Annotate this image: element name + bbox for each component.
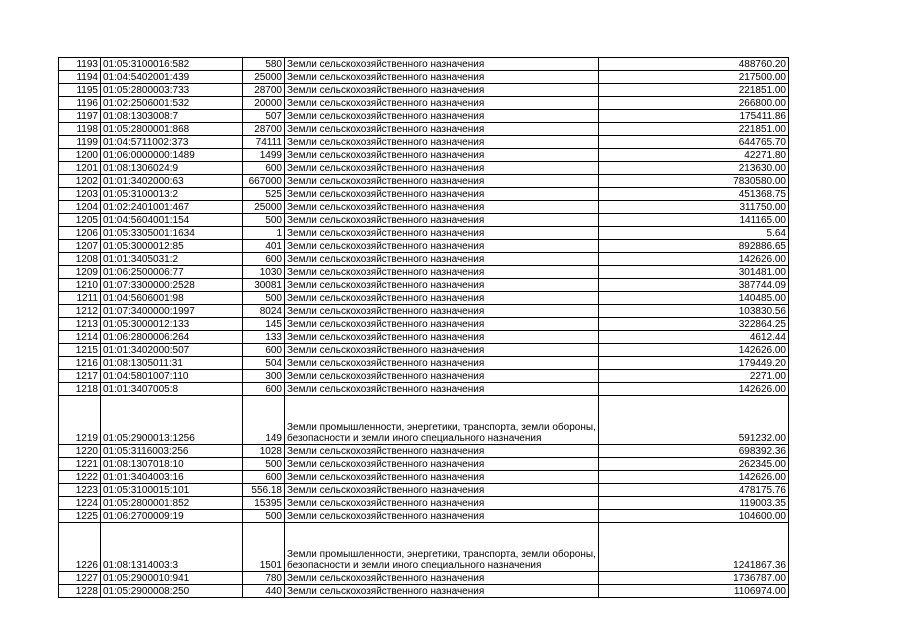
land-category-cell: Земли сельскохозяйственного назначения xyxy=(285,344,599,357)
area-cell: 28700 xyxy=(243,84,285,97)
area-cell: 600 xyxy=(243,162,285,175)
table-row xyxy=(59,149,789,162)
table-row xyxy=(59,484,789,497)
table-row xyxy=(59,201,789,214)
cadastral-value-cell: 221851.00 xyxy=(599,123,789,136)
area-cell: 8024 xyxy=(243,305,285,318)
land-category-cell: Земли сельскохозяйственного назначения xyxy=(285,162,599,175)
cadastral-value-cell: 387744.09 xyxy=(599,279,789,292)
land-category-cell: Земли сельскохозяйственного назначения xyxy=(285,188,599,201)
cadastral-value-cell: 698392.36 xyxy=(599,445,789,458)
row-number-cell: 1222 xyxy=(59,471,101,484)
area-cell: 440 xyxy=(243,585,285,598)
land-category-cell: Земли промышленности, энергетики, транспорта, земли обороны, безопасности и земли иного специального назначения xyxy=(285,396,599,445)
cadastral-number-cell: 01:05:3305001:1634 xyxy=(101,227,243,240)
cadastral-number-cell: 01:06:0000000:1489 xyxy=(101,149,243,162)
row-number-cell: 1216 xyxy=(59,357,101,370)
cadastral-value-cell: 1106974.00 xyxy=(599,585,789,598)
area-cell: 28700 xyxy=(243,123,285,136)
row-number-cell: 1225 xyxy=(59,510,101,523)
cadastral-number-cell: 01:04:5402001:439 xyxy=(101,71,243,84)
row-number-cell: 1198 xyxy=(59,123,101,136)
cadastral-value-cell: 4612.44 xyxy=(599,331,789,344)
land-category-cell: Земли сельскохозяйственного назначения xyxy=(285,318,599,331)
cadastral-value-cell: 5.64 xyxy=(599,227,789,240)
table-row xyxy=(59,370,789,383)
land-category-cell: Земли сельскохозяйственного назначения xyxy=(285,136,599,149)
table-row xyxy=(59,84,789,97)
land-category-cell: Земли сельскохозяйственного назначения xyxy=(285,58,599,71)
land-category-cell: Земли сельскохозяйственного назначения xyxy=(285,357,599,370)
area-cell: 30081 xyxy=(243,279,285,292)
cadastral-number-cell: 01:05:2900013:1256 xyxy=(101,396,243,445)
table-row xyxy=(59,292,789,305)
table-body xyxy=(59,58,789,598)
cadastral-value-cell: 2271.00 xyxy=(599,370,789,383)
area-cell: 74111 xyxy=(243,136,285,149)
cadastral-value-cell: 892886.65 xyxy=(599,240,789,253)
land-category-cell: Земли сельскохозяйственного назначения xyxy=(285,305,599,318)
cadastral-number-cell: 01:08:1306024:9 xyxy=(101,162,243,175)
table-row xyxy=(59,279,789,292)
cadastral-number-cell: 01:06:2800006:264 xyxy=(101,331,243,344)
cadastral-value-cell: 451368.75 xyxy=(599,188,789,201)
table-row xyxy=(59,523,789,572)
row-number-cell: 1202 xyxy=(59,175,101,188)
cadastral-value-cell: 103830.56 xyxy=(599,305,789,318)
cadastral-number-cell: 01:05:3100015:101 xyxy=(101,484,243,497)
area-cell: 525 xyxy=(243,188,285,201)
table-row xyxy=(59,471,789,484)
cadastral-number-cell: 01:04:5606001:98 xyxy=(101,292,243,305)
area-cell: 600 xyxy=(243,383,285,396)
row-number-cell: 1201 xyxy=(59,162,101,175)
table-row xyxy=(59,188,789,201)
table-row xyxy=(59,253,789,266)
land-category-cell: Земли сельскохозяйственного назначения xyxy=(285,240,599,253)
area-cell: 500 xyxy=(243,510,285,523)
land-category-cell: Земли сельскохозяйственного назначения xyxy=(285,84,599,97)
row-number-cell: 1199 xyxy=(59,136,101,149)
row-number-cell: 1209 xyxy=(59,266,101,279)
area-cell: 145 xyxy=(243,318,285,331)
land-category-cell: Земли сельскохозяйственного назначения xyxy=(285,97,599,110)
cadastral-number-cell: 01:05:2900008:250 xyxy=(101,585,243,598)
land-category-cell: Земли сельскохозяйственного назначения xyxy=(285,370,599,383)
area-cell: 1 xyxy=(243,227,285,240)
table-row xyxy=(59,162,789,175)
row-number-cell: 1193 xyxy=(59,58,101,71)
cadastral-value-cell: 311750.00 xyxy=(599,201,789,214)
area-cell: 401 xyxy=(243,240,285,253)
row-number-cell: 1207 xyxy=(59,240,101,253)
table-row xyxy=(59,227,789,240)
land-category-cell: Земли сельскохозяйственного назначения xyxy=(285,471,599,484)
land-category-cell: Земли сельскохозяйственного назначения xyxy=(285,71,599,84)
cadastral-value-cell: 478175.76 xyxy=(599,484,789,497)
table-row xyxy=(59,458,789,471)
cadastral-number-cell: 01:06:2700009:19 xyxy=(101,510,243,523)
table-row xyxy=(59,71,789,84)
row-number-cell: 1218 xyxy=(59,383,101,396)
cadastral-value-cell: 301481.00 xyxy=(599,266,789,279)
land-category-cell: Земли сельскохозяйственного назначения xyxy=(285,445,599,458)
table-row xyxy=(59,58,789,71)
cadastral-value-cell: 322864.25 xyxy=(599,318,789,331)
cadastral-value-cell: 142626.00 xyxy=(599,383,789,396)
area-cell: 20000 xyxy=(243,97,285,110)
cadastral-number-cell: 01:05:2800001:868 xyxy=(101,123,243,136)
land-category-cell: Земли сельскохозяйственного назначения xyxy=(285,279,599,292)
cadastral-number-cell: 01:08:1303008:7 xyxy=(101,110,243,123)
cadastral-number-cell: 01:04:5711002:373 xyxy=(101,136,243,149)
area-cell: 25000 xyxy=(243,201,285,214)
land-parcels-table xyxy=(58,57,789,598)
table-row xyxy=(59,585,789,598)
cadastral-value-cell: 7830580.00 xyxy=(599,175,789,188)
cadastral-value-cell: 142626.00 xyxy=(599,471,789,484)
land-category-cell: Земли сельскохозяйственного назначения xyxy=(285,458,599,471)
cadastral-number-cell: 01:01:3405031:2 xyxy=(101,253,243,266)
table-row xyxy=(59,305,789,318)
cadastral-number-cell: 01:01:3407005:8 xyxy=(101,383,243,396)
row-number-cell: 1211 xyxy=(59,292,101,305)
area-cell: 667000 xyxy=(243,175,285,188)
area-cell: 600 xyxy=(243,471,285,484)
cadastral-number-cell: 01:04:5604001:154 xyxy=(101,214,243,227)
cadastral-number-cell: 01:05:3100013:2 xyxy=(101,188,243,201)
row-number-cell: 1213 xyxy=(59,318,101,331)
cadastral-value-cell: 141165.00 xyxy=(599,214,789,227)
land-category-cell: Земли сельскохозяйственного назначения xyxy=(285,331,599,344)
table-row xyxy=(59,510,789,523)
area-cell: 500 xyxy=(243,292,285,305)
area-cell: 15395 xyxy=(243,497,285,510)
area-cell: 1501 xyxy=(243,523,285,572)
area-cell: 556.18 xyxy=(243,484,285,497)
land-category-cell: Земли сельскохозяйственного назначения xyxy=(285,110,599,123)
row-number-cell: 1228 xyxy=(59,585,101,598)
cadastral-value-cell: 104600.00 xyxy=(599,510,789,523)
land-category-cell: Земли сельскохозяйственного назначения xyxy=(285,175,599,188)
area-cell: 300 xyxy=(243,370,285,383)
table-row xyxy=(59,175,789,188)
area-cell: 504 xyxy=(243,357,285,370)
area-cell: 133 xyxy=(243,331,285,344)
cadastral-number-cell: 01:05:3000012:133 xyxy=(101,318,243,331)
land-category-cell: Земли сельскохозяйственного назначения xyxy=(285,253,599,266)
cadastral-number-cell: 01:05:2800003:733 xyxy=(101,84,243,97)
land-category-cell: Земли сельскохозяйственного назначения xyxy=(285,572,599,585)
table-row xyxy=(59,344,789,357)
table-row xyxy=(59,383,789,396)
table-row xyxy=(59,331,789,344)
row-number-cell: 1221 xyxy=(59,458,101,471)
table-row xyxy=(59,318,789,331)
row-number-cell: 1203 xyxy=(59,188,101,201)
cadastral-value-cell: 142626.00 xyxy=(599,253,789,266)
cadastral-number-cell: 01:06:2500006:77 xyxy=(101,266,243,279)
land-category-cell: Земли сельскохозяйственного назначения xyxy=(285,149,599,162)
cadastral-number-cell: 01:08:1314003:3 xyxy=(101,523,243,572)
cadastral-number-cell: 01:05:2800001:852 xyxy=(101,497,243,510)
row-number-cell: 1212 xyxy=(59,305,101,318)
area-cell: 500 xyxy=(243,214,285,227)
cadastral-value-cell: 221851.00 xyxy=(599,84,789,97)
cadastral-value-cell: 266800.00 xyxy=(599,97,789,110)
cadastral-number-cell: 01:02:2506001:532 xyxy=(101,97,243,110)
cadastral-number-cell: 01:05:2900010:941 xyxy=(101,572,243,585)
row-number-cell: 1200 xyxy=(59,149,101,162)
area-cell: 600 xyxy=(243,344,285,357)
table-row xyxy=(59,396,789,445)
row-number-cell: 1197 xyxy=(59,110,101,123)
area-cell: 1499 xyxy=(243,149,285,162)
row-number-cell: 1214 xyxy=(59,331,101,344)
table-row xyxy=(59,572,789,585)
cadastral-value-cell: 488760.20 xyxy=(599,58,789,71)
area-cell: 580 xyxy=(243,58,285,71)
cadastral-number-cell: 01:01:3402000:507 xyxy=(101,344,243,357)
cadastral-value-cell: 591232.00 xyxy=(599,396,789,445)
cadastral-value-cell: 644765.70 xyxy=(599,136,789,149)
cadastral-value-cell: 175411.86 xyxy=(599,110,789,123)
table-row xyxy=(59,497,789,510)
area-cell: 25000 xyxy=(243,71,285,84)
area-cell: 1028 xyxy=(243,445,285,458)
land-category-cell: Земли сельскохозяйственного назначения xyxy=(285,227,599,240)
cadastral-number-cell: 01:08:1307018:10 xyxy=(101,458,243,471)
table-row xyxy=(59,110,789,123)
row-number-cell: 1195 xyxy=(59,84,101,97)
land-category-cell: Земли сельскохозяйственного назначения xyxy=(285,383,599,396)
row-number-cell: 1227 xyxy=(59,572,101,585)
table-row xyxy=(59,136,789,149)
row-number-cell: 1215 xyxy=(59,344,101,357)
area-cell: 500 xyxy=(243,458,285,471)
cadastral-number-cell: 01:08:1305011:31 xyxy=(101,357,243,370)
row-number-cell: 1196 xyxy=(59,97,101,110)
cadastral-value-cell: 119003.35 xyxy=(599,497,789,510)
land-category-cell: Земли сельскохозяйственного назначения xyxy=(285,585,599,598)
land-category-cell: Земли сельскохозяйственного назначения xyxy=(285,214,599,227)
land-registry-sheet xyxy=(58,57,789,598)
land-category-cell: Земли промышленности, энергетики, транспорта, земли обороны, безопасности и земли иного специального назначения xyxy=(285,523,599,572)
row-number-cell: 1210 xyxy=(59,279,101,292)
row-number-cell: 1217 xyxy=(59,370,101,383)
row-number-cell: 1224 xyxy=(59,497,101,510)
area-cell: 600 xyxy=(243,253,285,266)
cadastral-number-cell: 01:04:5801007:110 xyxy=(101,370,243,383)
land-category-cell: Земли сельскохозяйственного назначения xyxy=(285,292,599,305)
cadastral-number-cell: 01:05:3100016:582 xyxy=(101,58,243,71)
land-category-cell: Земли сельскохозяйственного назначения xyxy=(285,497,599,510)
cadastral-number-cell: 01:01:3404003:16 xyxy=(101,471,243,484)
area-cell: 149 xyxy=(243,396,285,445)
land-category-cell: Земли сельскохозяйственного назначения xyxy=(285,123,599,136)
land-category-cell: Земли сельскохозяйственного назначения xyxy=(285,484,599,497)
cadastral-value-cell: 1736787.00 xyxy=(599,572,789,585)
cadastral-number-cell: 01:05:3000012:85 xyxy=(101,240,243,253)
cadastral-value-cell: 213630.00 xyxy=(599,162,789,175)
table-row xyxy=(59,97,789,110)
cadastral-value-cell: 42271.80 xyxy=(599,149,789,162)
row-number-cell: 1194 xyxy=(59,71,101,84)
cadastral-value-cell: 142626.00 xyxy=(599,344,789,357)
cadastral-number-cell: 01:05:3116003:256 xyxy=(101,445,243,458)
table-row xyxy=(59,445,789,458)
table-row xyxy=(59,266,789,279)
table-row xyxy=(59,123,789,136)
row-number-cell: 1223 xyxy=(59,484,101,497)
cadastral-value-cell: 1241867.36 xyxy=(599,523,789,572)
area-cell: 507 xyxy=(243,110,285,123)
land-category-cell: Земли сельскохозяйственного назначения xyxy=(285,201,599,214)
cadastral-number-cell: 01:01:3402000:63 xyxy=(101,175,243,188)
land-category-cell: Земли сельскохозяйственного назначения xyxy=(285,510,599,523)
cadastral-number-cell: 01:07:3400000:1997 xyxy=(101,305,243,318)
row-number-cell: 1208 xyxy=(59,253,101,266)
table-row xyxy=(59,214,789,227)
area-cell: 780 xyxy=(243,572,285,585)
row-number-cell: 1205 xyxy=(59,214,101,227)
row-number-cell: 1226 xyxy=(59,523,101,572)
cadastral-value-cell: 262345.00 xyxy=(599,458,789,471)
row-number-cell: 1219 xyxy=(59,396,101,445)
table-row xyxy=(59,357,789,370)
row-number-cell: 1204 xyxy=(59,201,101,214)
cadastral-value-cell: 140485.00 xyxy=(599,292,789,305)
cadastral-value-cell: 217500.00 xyxy=(599,71,789,84)
table-row xyxy=(59,240,789,253)
cadastral-number-cell: 01:07:3300000:2528 xyxy=(101,279,243,292)
cadastral-value-cell: 179449.20 xyxy=(599,357,789,370)
area-cell: 1030 xyxy=(243,266,285,279)
land-category-cell: Земли сельскохозяйственного назначения xyxy=(285,266,599,279)
row-number-cell: 1206 xyxy=(59,227,101,240)
row-number-cell: 1220 xyxy=(59,445,101,458)
cadastral-number-cell: 01:02:2401001:467 xyxy=(101,201,243,214)
